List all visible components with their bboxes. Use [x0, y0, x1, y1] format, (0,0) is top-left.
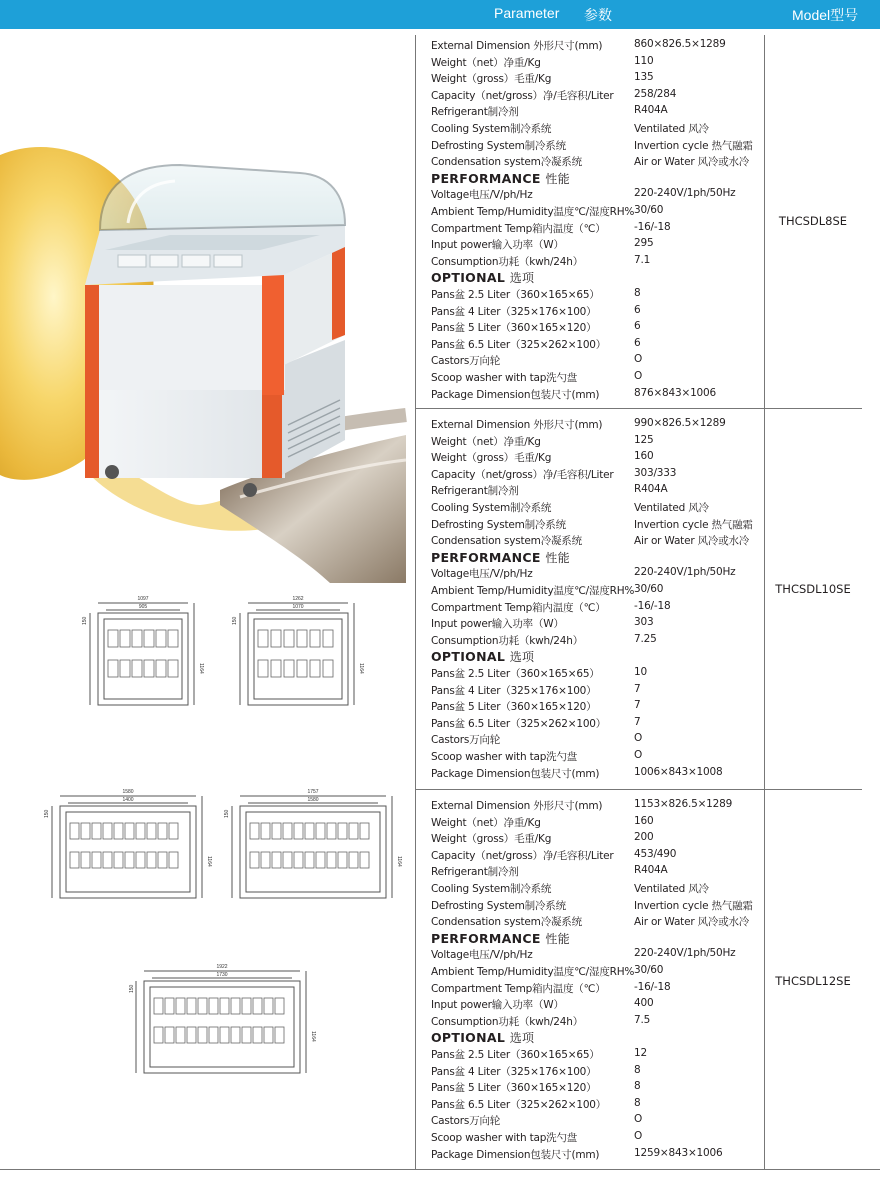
technical-drawing-3 [130, 955, 320, 1085]
spec-value-capacity: 453/490 [634, 847, 677, 860]
section-heading-cn: 选项 [509, 1031, 535, 1046]
spec-label-input-power: Input power输入功率（W） [431, 999, 564, 1012]
spec-value-consumption: 7.1 [634, 253, 651, 266]
spec-label-external-dimension: External Dimension 外形尺寸(mm) [431, 419, 603, 431]
spec-value-scoop-washer: O [634, 370, 643, 382]
spec-label-castors: Castors万向轮 [431, 1115, 501, 1128]
spec-label-pans-4: Pans盆 4 Liter（325×176×100） [431, 305, 597, 318]
spec-value-consumption: 7.5 [634, 1013, 651, 1026]
drawing-4-width-inner: 1580 [307, 797, 319, 803]
spec-label-refrigerant: Refrigerant制冷剂 [431, 106, 519, 119]
spec-value-pans-5: 8 [634, 1080, 641, 1093]
table-divider-right [764, 35, 765, 1169]
spec-value-input-power: 400 [634, 997, 654, 1010]
spec-label-external-dimension: External Dimension 外形尺寸(mm) [431, 800, 603, 812]
drawing-1-height-top: 150 [82, 616, 88, 625]
spec-value-refrigerant: R404A [634, 864, 668, 877]
drawing-4-width-outer: 1757 [307, 789, 319, 795]
spec-value-package-dimension: 1006×843×1008 [634, 765, 723, 778]
spec-label-defrosting-system: Defrosting System制冷系统 [431, 899, 566, 912]
spec-label-weight-gross: Weight（gross）毛重/Kg [431, 73, 552, 86]
spec-value-condensation-system: Air or Water 风冷或水冷 [634, 535, 750, 548]
spec-value-package-dimension: 876×843×1006 [634, 386, 716, 399]
section-heading-cn: 选项 [509, 271, 535, 286]
spec-value-input-power: 303 [634, 616, 654, 629]
spec-label-cooling-system: Cooling System制冷系统 [431, 502, 552, 514]
spec-label-consumption: Consumption功耗（kwh/24h） [431, 634, 584, 647]
spec-value-scoop-washer: O [634, 1130, 643, 1142]
spec-label-consumption: Consumption功耗（kwh/24h） [431, 1015, 584, 1028]
drawing-4-height: 1164 [396, 856, 402, 867]
spec-value-pans-4: 7 [634, 682, 641, 695]
drawing-1-width-outer: 1097 [137, 596, 149, 602]
table-row-divider-2 [415, 789, 862, 790]
spec-label-pans-4: Pans盆 4 Liter（325×176×100） [431, 1065, 597, 1078]
spec-value-pans-4: 8 [634, 1063, 641, 1076]
spec-value-voltage: 220-240V/1ph/50Hz [634, 947, 736, 960]
spec-value-capacity: 303/333 [634, 466, 677, 479]
spec-value-consumption: 7.25 [634, 632, 657, 645]
spec-label-scoop-washer: Scoop washer with tap洗勺盘 [431, 751, 578, 763]
spec-value-external-dimension: 860×826.5×1289 [634, 38, 726, 50]
spec-label-capacity: Capacity（net/gross）净/毛容积/Liter [431, 468, 614, 481]
spec-label-defrosting-system: Defrosting System制冷系统 [431, 139, 566, 152]
model-heading: Model型号 [792, 7, 859, 23]
spec-label-pans-25: Pans盆 2.5 Liter（360×165×65） [431, 289, 600, 301]
spec-label-input-power: Input power输入功率（W） [431, 239, 564, 252]
section-heading-label: PERFORMANCE [431, 170, 541, 186]
spec-value-compartment: -16/-18 [634, 599, 671, 612]
spec-label-weight-net: Weight（net）净重/Kg [431, 435, 541, 448]
spec-label-weight-gross: Weight（gross）毛重/Kg [431, 452, 552, 465]
spec-label-pans-65: Pans盆 6.5 Liter（325×262×100） [431, 717, 607, 730]
spec-label-castors: Castors万向轮 [431, 355, 501, 368]
spec-label-package-dimension: Package Dimension包装尺寸(mm) [431, 1148, 600, 1161]
spec-label-condensation-system: Condensation system冷凝系统 [431, 156, 582, 169]
spec-label-scoop-washer: Scoop washer with tap洗勺盘 [431, 1132, 578, 1144]
spec-value-cooling-system: Ventilated 风冷 [634, 502, 709, 514]
section-heading-cn: 选项 [509, 650, 535, 665]
drawing-4-height-top: 150 [224, 809, 230, 818]
spec-value-capacity: 258/284 [634, 87, 677, 100]
spec-label-weight-gross: Weight（gross）毛重/Kg [431, 833, 552, 846]
spec-value-pans-5: 6 [634, 320, 641, 333]
spec-value-ambient: 30/60 [634, 204, 664, 216]
parameter-heading: Parameter [494, 5, 560, 21]
spec-label-pans-25: Pans盆 2.5 Liter（360×165×65） [431, 1049, 600, 1061]
drawing-5-height: 1164 [310, 1031, 316, 1042]
spec-value-pans-65: 7 [634, 715, 641, 728]
spec-value-castors: O [634, 732, 643, 745]
spec-label-cooling-system: Cooling System制冷系统 [431, 123, 552, 135]
spec-value-ambient: 30/60 [634, 964, 664, 976]
spec-label-defrosting-system: Defrosting System制冷系统 [431, 518, 566, 531]
spec-label-capacity: Capacity（net/gross）净/毛容积/Liter [431, 849, 614, 862]
spec-value-cooling-system: Ventilated 风冷 [634, 123, 709, 135]
spec-value-cooling-system: Ventilated 风冷 [634, 883, 709, 895]
drawing-3-height-top: 150 [44, 809, 50, 818]
spec-value-voltage: 220-240V/1ph/50Hz [634, 187, 736, 200]
spec-value-defrosting-system: Invertion cycle 热气融霜 [634, 518, 753, 531]
spec-value-refrigerant: R404A [634, 483, 668, 496]
spec-label-compartment: Compartment Temp箱内温度（℃） [431, 601, 606, 614]
spec-label-condensation-system: Condensation system冷凝系统 [431, 916, 582, 929]
table-divider-left [415, 35, 416, 1169]
spec-label-pans-65: Pans盆 6.5 Liter（325×262×100） [431, 1098, 607, 1111]
spec-label-scoop-washer: Scoop washer with tap洗勺盘 [431, 372, 578, 384]
section-heading-optional [431, 269, 534, 286]
spec-label-ambient: Ambient Temp/Humidity温度℃/湿度RH% [431, 206, 635, 218]
section-heading-label: OPTIONAL [431, 1030, 506, 1046]
model-name: THCSDL8SE [778, 214, 848, 228]
spec-label-compartment: Compartment Temp箱内温度（℃） [431, 982, 606, 995]
drawing-5-width-outer: 1922 [216, 964, 228, 970]
section-heading-label: OPTIONAL [431, 270, 506, 286]
drawing-2-height-top: 150 [232, 616, 238, 625]
header-bar [0, 0, 880, 29]
spec-label-cooling-system: Cooling System制冷系统 [431, 883, 552, 895]
spec-value-condensation-system: Air or Water 风冷或水冷 [634, 156, 750, 169]
spec-value-external-dimension: 1153×826.5×1289 [634, 798, 733, 810]
spec-label-pans-65: Pans盆 6.5 Liter（325×262×100） [431, 338, 607, 351]
spec-value-external-dimension: 990×826.5×1289 [634, 417, 726, 429]
drawing-3-width-outer: 1580 [122, 789, 134, 795]
spec-value-weight-gross: 160 [634, 450, 654, 463]
section-heading-label: PERFORMANCE [431, 930, 541, 946]
drawing-3-width-inner: 1400 [122, 797, 134, 803]
technical-drawing-2 [40, 780, 406, 910]
spec-value-pans-5: 7 [634, 699, 641, 712]
drawing-1-width-inner: 905 [138, 604, 148, 610]
section-heading-optional [431, 648, 534, 665]
section-heading-optional [431, 1029, 534, 1046]
model-name: THCSDL10SE [775, 582, 851, 596]
product-photo [0, 35, 406, 583]
spec-label-refrigerant: Refrigerant制冷剂 [431, 866, 519, 879]
spec-value-pans-25: 10 [634, 666, 647, 678]
drawing-2-width-inner: 1070 [292, 604, 304, 610]
section-heading-performance [431, 549, 570, 566]
spec-label-package-dimension: Package Dimension包装尺寸(mm) [431, 388, 600, 401]
drawing-3-height: 1164 [206, 856, 212, 867]
spec-value-ambient: 30/60 [634, 583, 664, 595]
spec-label-external-dimension: External Dimension 外形尺寸(mm) [431, 40, 603, 52]
spec-label-pans-25: Pans盆 2.5 Liter（360×165×65） [431, 668, 600, 680]
table-bottom-line [0, 1169, 880, 1170]
section-heading-label: OPTIONAL [431, 649, 506, 665]
spec-value-weight-net: 110 [634, 54, 654, 67]
section-heading-cn: 性能 [545, 171, 570, 186]
spec-label-voltage: Voltage电压/V/ph/Hz [431, 949, 533, 962]
model-name: THCSDL12SE [775, 974, 851, 988]
spec-value-defrosting-system: Invertion cycle 热气融霜 [634, 899, 753, 912]
parameter-heading-cn: 参数 [584, 8, 612, 24]
spec-label-condensation-system: Condensation system冷凝系统 [431, 535, 582, 548]
spec-label-weight-net: Weight（net）净重/Kg [431, 56, 541, 69]
spec-label-pans-5: Pans盆 5 Liter（360×165×120） [431, 322, 597, 335]
spec-value-weight-net: 160 [634, 814, 654, 827]
section-heading-label: PERFORMANCE [431, 549, 541, 565]
spec-label-pans-5: Pans盆 5 Liter（360×165×120） [431, 1082, 597, 1095]
spec-label-voltage: Voltage电压/V/ph/Hz [431, 568, 533, 581]
spec-label-ambient: Ambient Temp/Humidity温度℃/湿度RH% [431, 585, 635, 597]
spec-value-castors: O [634, 1113, 643, 1126]
spec-value-pans-65: 6 [634, 336, 641, 349]
spec-value-pans-25: 8 [634, 287, 641, 299]
section-heading-performance [431, 170, 570, 187]
spec-value-input-power: 295 [634, 237, 654, 250]
spec-label-castors: Castors万向轮 [431, 734, 501, 747]
spec-value-defrosting-system: Invertion cycle 热气融霜 [634, 139, 753, 152]
spec-label-input-power: Input power输入功率（W） [431, 618, 564, 631]
drawing-5-height-top: 150 [129, 984, 135, 993]
spec-value-pans-65: 8 [634, 1096, 641, 1109]
technical-drawing-1 [76, 583, 406, 718]
spec-value-weight-gross: 200 [634, 831, 654, 844]
drawing-2-height: 1164 [358, 663, 364, 674]
section-heading-performance [431, 930, 570, 947]
drawing-1-height: 1164 [198, 663, 204, 674]
spec-label-refrigerant: Refrigerant制冷剂 [431, 485, 519, 498]
spec-value-compartment: -16/-18 [634, 980, 671, 993]
spec-label-capacity: Capacity（net/gross）净/毛容积/Liter [431, 89, 614, 102]
spec-value-compartment: -16/-18 [634, 220, 671, 233]
drawing-5-width-inner: 1730 [216, 972, 228, 978]
spec-label-compartment: Compartment Temp箱内温度（℃） [431, 222, 606, 235]
spec-label-consumption: Consumption功耗（kwh/24h） [431, 255, 584, 268]
spec-label-pans-5: Pans盆 5 Liter（360×165×120） [431, 701, 597, 714]
section-heading-cn: 性能 [545, 550, 570, 565]
spec-value-refrigerant: R404A [634, 104, 668, 117]
table-row-divider-1 [415, 408, 862, 409]
spec-value-weight-net: 125 [634, 433, 654, 446]
spec-label-package-dimension: Package Dimension包装尺寸(mm) [431, 767, 600, 780]
spec-value-voltage: 220-240V/1ph/50Hz [634, 566, 736, 579]
spec-value-pans-25: 12 [634, 1047, 647, 1059]
spec-label-weight-net: Weight（net）净重/Kg [431, 816, 541, 829]
spec-value-condensation-system: Air or Water 风冷或水冷 [634, 916, 750, 929]
spec-label-voltage: Voltage电压/V/ph/Hz [431, 189, 533, 202]
spec-value-scoop-washer: O [634, 749, 643, 761]
section-heading-cn: 性能 [545, 931, 570, 946]
spec-value-pans-4: 6 [634, 303, 641, 316]
spec-value-package-dimension: 1259×843×1006 [634, 1146, 723, 1159]
spec-label-pans-4: Pans盆 4 Liter（325×176×100） [431, 684, 597, 697]
drawing-2-width-outer: 1262 [292, 596, 304, 602]
spec-label-ambient: Ambient Temp/Humidity温度℃/湿度RH% [431, 966, 635, 978]
spec-value-weight-gross: 135 [634, 71, 654, 84]
spec-value-castors: O [634, 353, 643, 366]
